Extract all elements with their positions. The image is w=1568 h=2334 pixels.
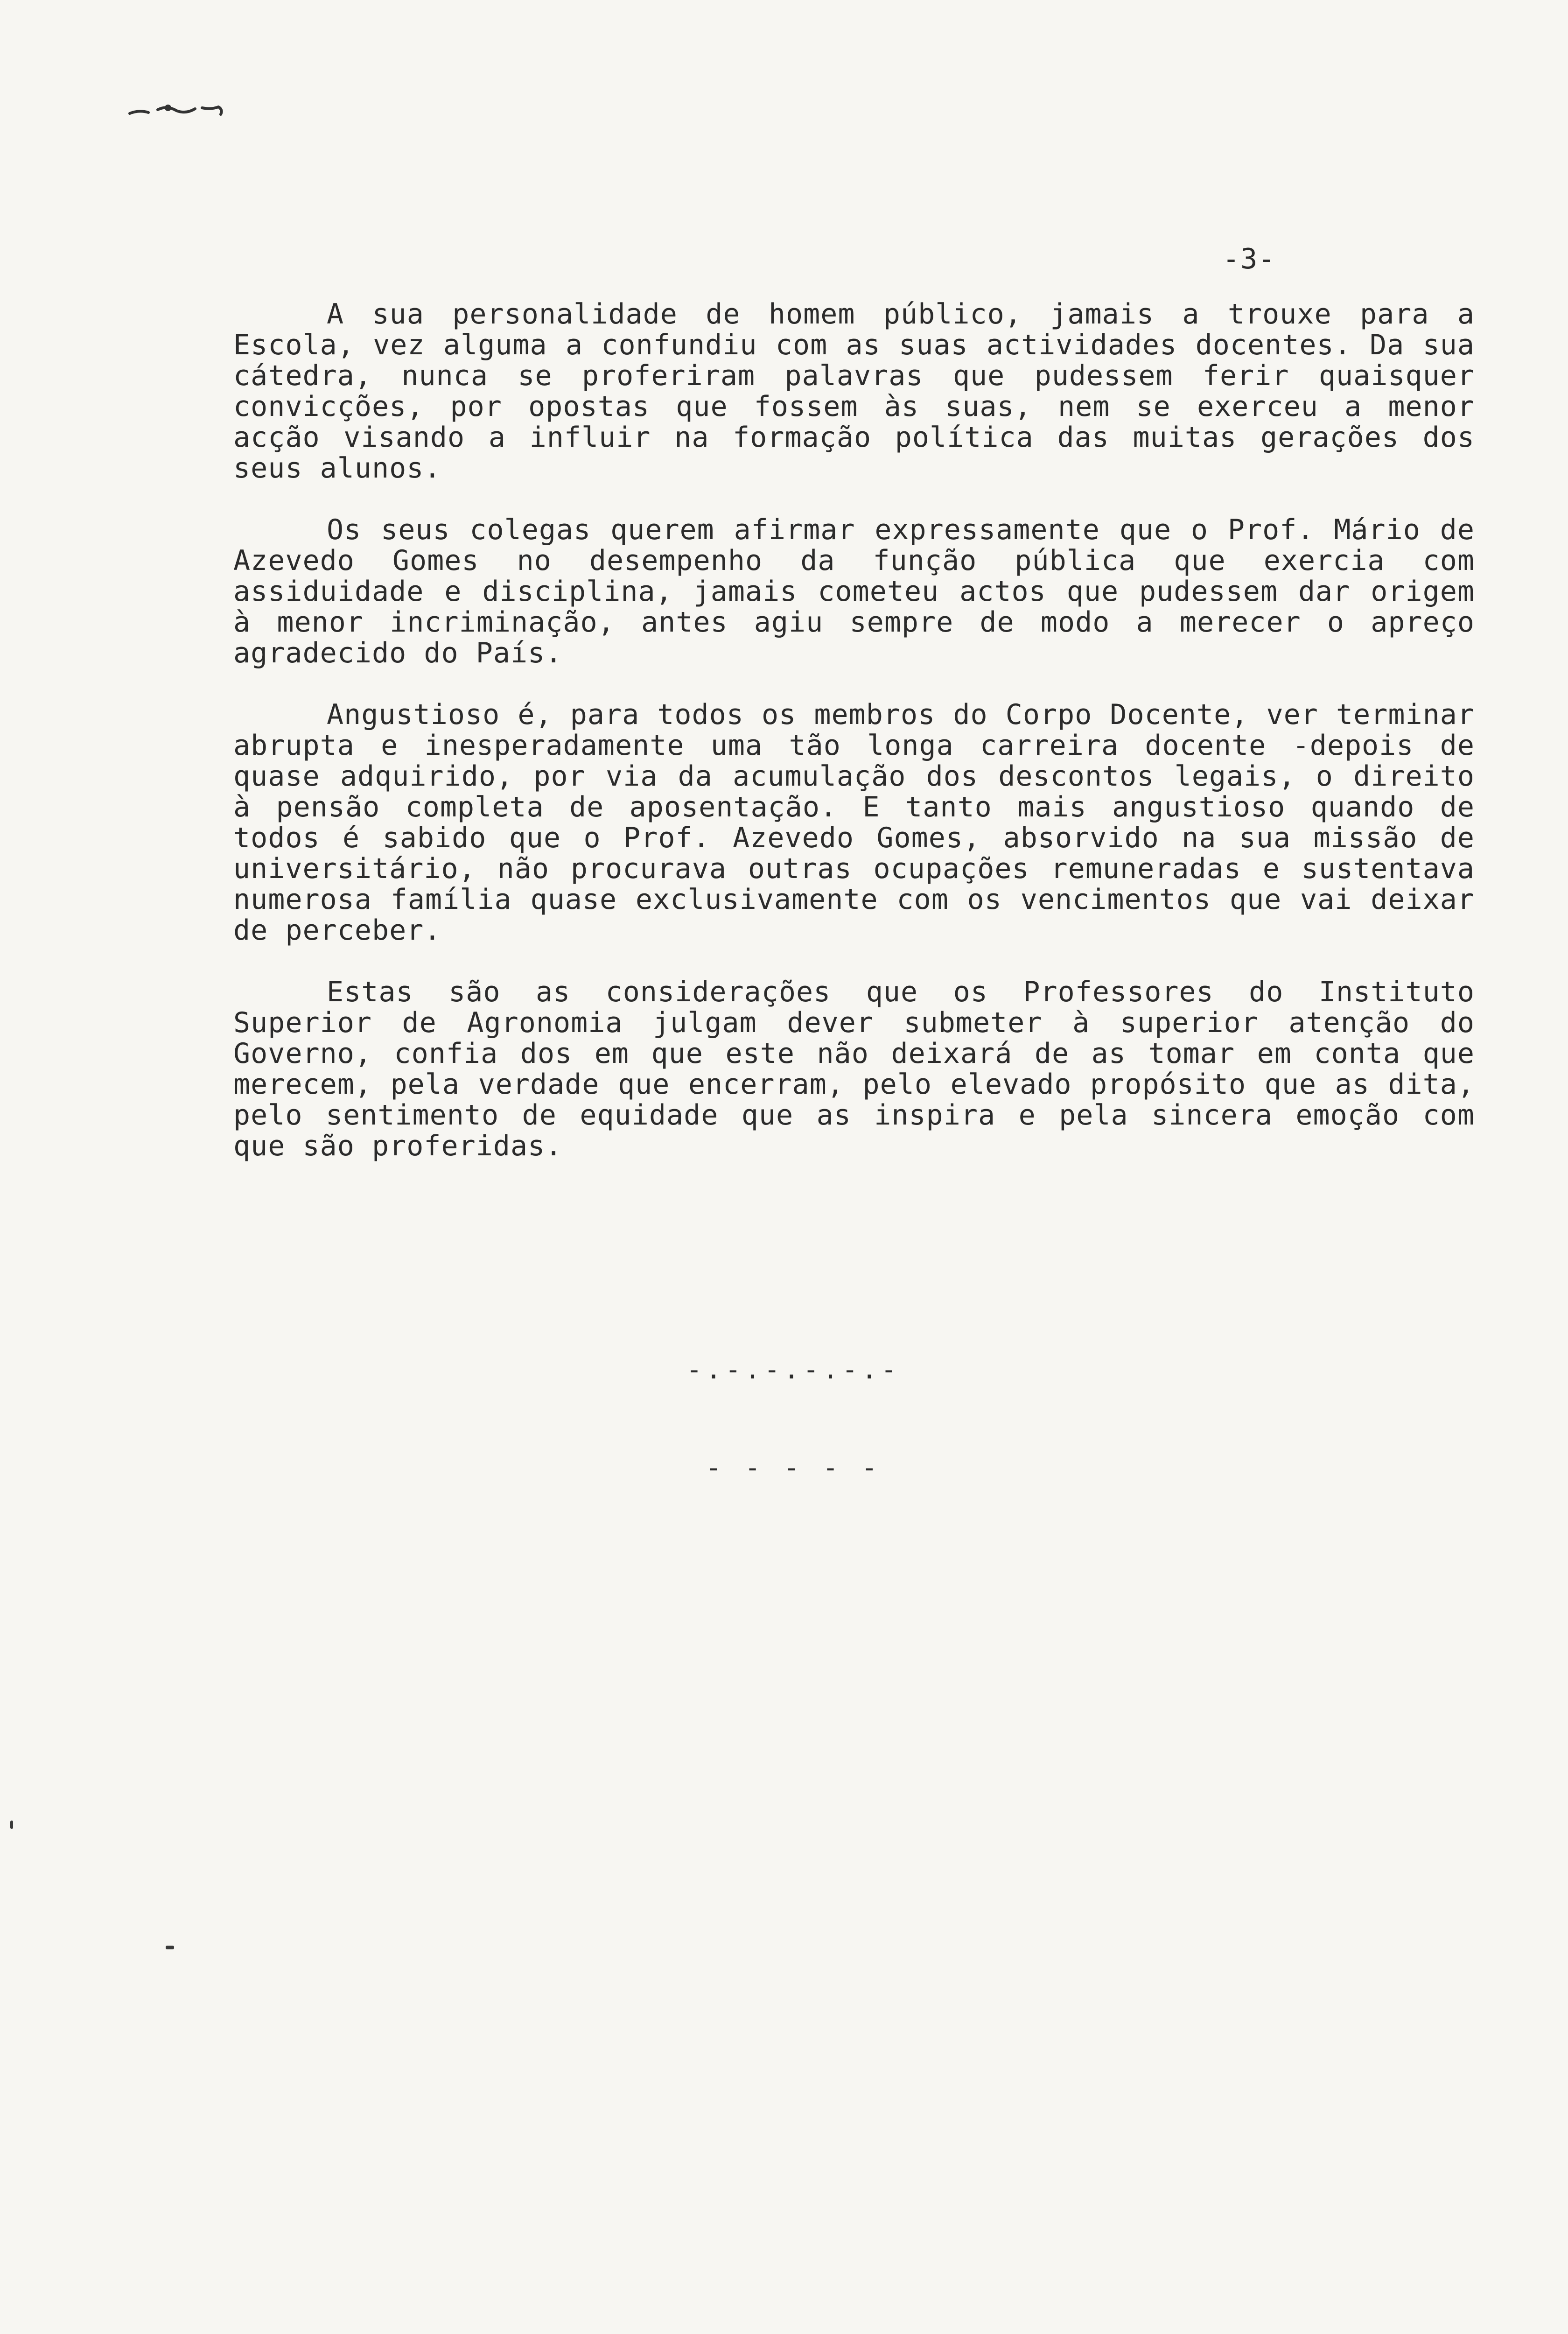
- handwritten-corner-mark: [125, 96, 232, 124]
- stray-mark-left-upper: [10, 1821, 13, 1829]
- paragraph-3: Angustioso é, para todos os membros do Corpo Docente, ver terminar abrupta e inesperadamente uma tão longa carreira docente -depois de quase adquirido, por via da acumulação dos descontos legais, o direito à pensão completa de aposentação. E tanto mais angustioso quando de todos é sabido que o Prof. Azevedo Gomes, absorvido na sua missão de universitário, não procurava outras ocupações remuneradas e sustentava numerosa família quase exclusivamente com os vencimentos que vai deixar de perceber.: [233, 698, 1475, 947]
- paragraph-2: Os seus colegas querem afirmar expressamente que o Prof. Mário de Azevedo Gomes no desempenho da função pública que exercia com assiduidade e disciplina, jamais cometeu actos que pudessem dar origem à menor incriminação, antes agiu sempre de modo a merecer o apreço agradecido do País.: [233, 513, 1475, 669]
- paragraph-4: Estas são as considerações que os Professores do Instituto Superior de Agronomia julgam dever submeter à superior atenção do Governo, confia dos em que este não deixará de as tomar em conta que merecem, pela verdade que encerram, pelo elevado propósito que as dita, pelo sentimento de equidade que as inspira e pela sincera emoção com que são proferidas.: [233, 976, 1475, 1162]
- closing-line-1: -.-.-.-.-.-: [686, 1355, 901, 1385]
- stray-mark-left-lower: [166, 1946, 174, 1949]
- paragraph-1: A sua personalidade de homem público, jamais a trouxe para a Escola, vez alguma a confundiu com as suas actividades docentes. Da sua cátedra, nunca se proferiram palavras que pudessem ferir quaisquer convicções, por opostas que fossem às suas, nem se exerceu a menor acção visando a influir na formação política das muitas gerações dos seus alunos.: [233, 298, 1475, 485]
- body-text: [233, 299, 1475, 1192]
- closing-line-2: - - - - -: [706, 1453, 881, 1483]
- page-number: -3-: [1223, 243, 1276, 275]
- closing-ornament: [663, 1288, 924, 1550]
